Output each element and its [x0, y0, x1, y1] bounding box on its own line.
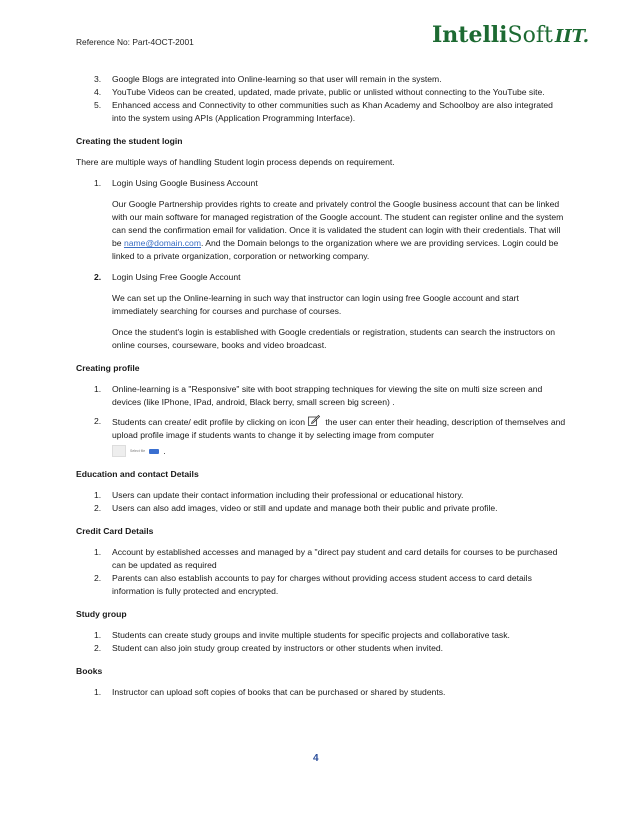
list-number: 2. — [94, 272, 102, 282]
list-item — [76, 572, 566, 598]
upload-button[interactable] — [149, 449, 159, 454]
list-number: 2. — [94, 503, 102, 513]
list-text: Account by established accesses and managed by a "direct pay student and card details for courses to be purchased can be updated as required — [112, 547, 558, 570]
reference-number: Reference No: Part-4OCT-2001 — [76, 37, 194, 47]
list-text: Google Blogs are integrated into Online-learning so that user will remain in the system. — [112, 74, 442, 84]
list-item — [76, 99, 566, 125]
list-number: 2. — [94, 573, 102, 583]
list-number: 3. — [94, 74, 102, 84]
logo-soft: Soft — [507, 23, 553, 48]
list-text: Student can also join study group created by instructors or other students when invited. — [112, 643, 444, 653]
list-text: Users can update their contact information including their professional or educational history. — [112, 490, 464, 500]
list-text: Online-learning is a "Responsive" site with boot strapping techniques for viewing the site on multi size screen and devices (like IPhone, IPad, android, Black berry, small screen big screen) . — [112, 384, 543, 407]
list-number: 1. — [94, 547, 102, 557]
list-item — [76, 271, 566, 284]
list-number: 1. — [94, 178, 102, 188]
logo-it: IIT. — [554, 26, 590, 47]
list-number: 2. — [94, 643, 102, 653]
list-item — [76, 686, 566, 699]
section-heading-credit-card: Credit Card Details — [76, 526, 154, 536]
list-text: Students can create/ edit profile by clicking on icon — [112, 417, 305, 427]
list-number: 1. — [94, 490, 102, 500]
paragraph-text: Our Google Partnership provides rights to create and privately control the Google business account that can be linked with our main software for managed registration of the Google account. The student can register online and the system can send the confirmation email for validation. Once it is validated the student can login with their credentials. That will be — [112, 199, 564, 248]
list-item — [76, 73, 566, 86]
section-heading-education: Education and contact Details — [76, 469, 199, 479]
list-item — [76, 546, 566, 572]
list-number: 5. — [94, 100, 102, 110]
list-text: Users can also add images, video or still and update and manage both their public and private profile. — [112, 503, 498, 513]
list-text: Students can create study groups and invite multiple students for specific projects and collaborative task. — [112, 630, 510, 640]
list-text: the user can enter their heading, description of themselves and upload profile image if students wants to change it by selecting image from computer — [112, 417, 566, 440]
list-text: YouTube Videos can be created, updated, made private, public or unlisted without connecting to the YouTube site. — [112, 87, 545, 97]
logo-intelli: Intelli — [432, 22, 508, 48]
list-item — [76, 177, 566, 190]
list-title: Login Using Google Business Account — [112, 178, 258, 188]
paragraph-text: . And the Domain belongs to the organization where we are providing services. Login could be linked to a private organization, corporation or networking company. — [112, 238, 559, 261]
list-text: Instructor can upload soft copies of books that can be purchased or shared by students. — [112, 687, 446, 697]
file-label: Select file — [130, 448, 146, 453]
intro-list — [76, 73, 566, 125]
list-number: 2. — [94, 416, 102, 426]
paragraph: We can set up the Online-learning in such way that instructor can login using free Google account and start immediately searching for courses and purchase of courses. — [112, 293, 519, 316]
section-heading-profile: Creating profile — [76, 363, 140, 373]
list-item — [76, 629, 566, 642]
list-item — [76, 383, 566, 409]
file-upload-preview — [112, 444, 566, 458]
list-item — [76, 489, 566, 502]
list-item — [76, 415, 566, 442]
paragraph — [76, 198, 566, 263]
document-content — [76, 73, 566, 699]
trailing-dot: . — [163, 445, 166, 456]
email-link[interactable]: name@domain.com — [123, 238, 201, 248]
paragraph: There are multiple ways of handling Student login process depends on requirement. — [76, 157, 395, 167]
image-thumbnail — [112, 445, 126, 457]
list-number: 1. — [94, 630, 102, 640]
list-item — [76, 642, 566, 655]
list-title: Login Using Free Google Account — [112, 272, 241, 282]
section-heading-study-group: Study group — [76, 609, 127, 619]
page-number: 4 — [313, 753, 319, 764]
edit-icon[interactable] — [308, 415, 320, 426]
company-logo — [432, 22, 589, 48]
list-text: Parents can also establish accounts to pay for charges without providing access student access to card details information is fully protected and encrypted. — [112, 573, 532, 596]
section-heading-books: Books — [76, 666, 103, 676]
list-number: 1. — [94, 687, 102, 697]
paragraph: Once the student's login is established with Google credentials or registration, students can search the instructors on online courses, courseware, books and video broadcast. — [112, 327, 556, 350]
section-heading-student-login: Creating the student login — [76, 136, 183, 146]
list-text: Enhanced access and Connectivity to other communities such as Khan Academy and Schoolboy are also integrated into the system using APIs (Application Programming Interface). — [112, 100, 553, 123]
list-item — [76, 86, 566, 99]
list-number: 4. — [94, 87, 102, 97]
list-item — [76, 502, 566, 515]
list-number: 1. — [94, 384, 102, 394]
